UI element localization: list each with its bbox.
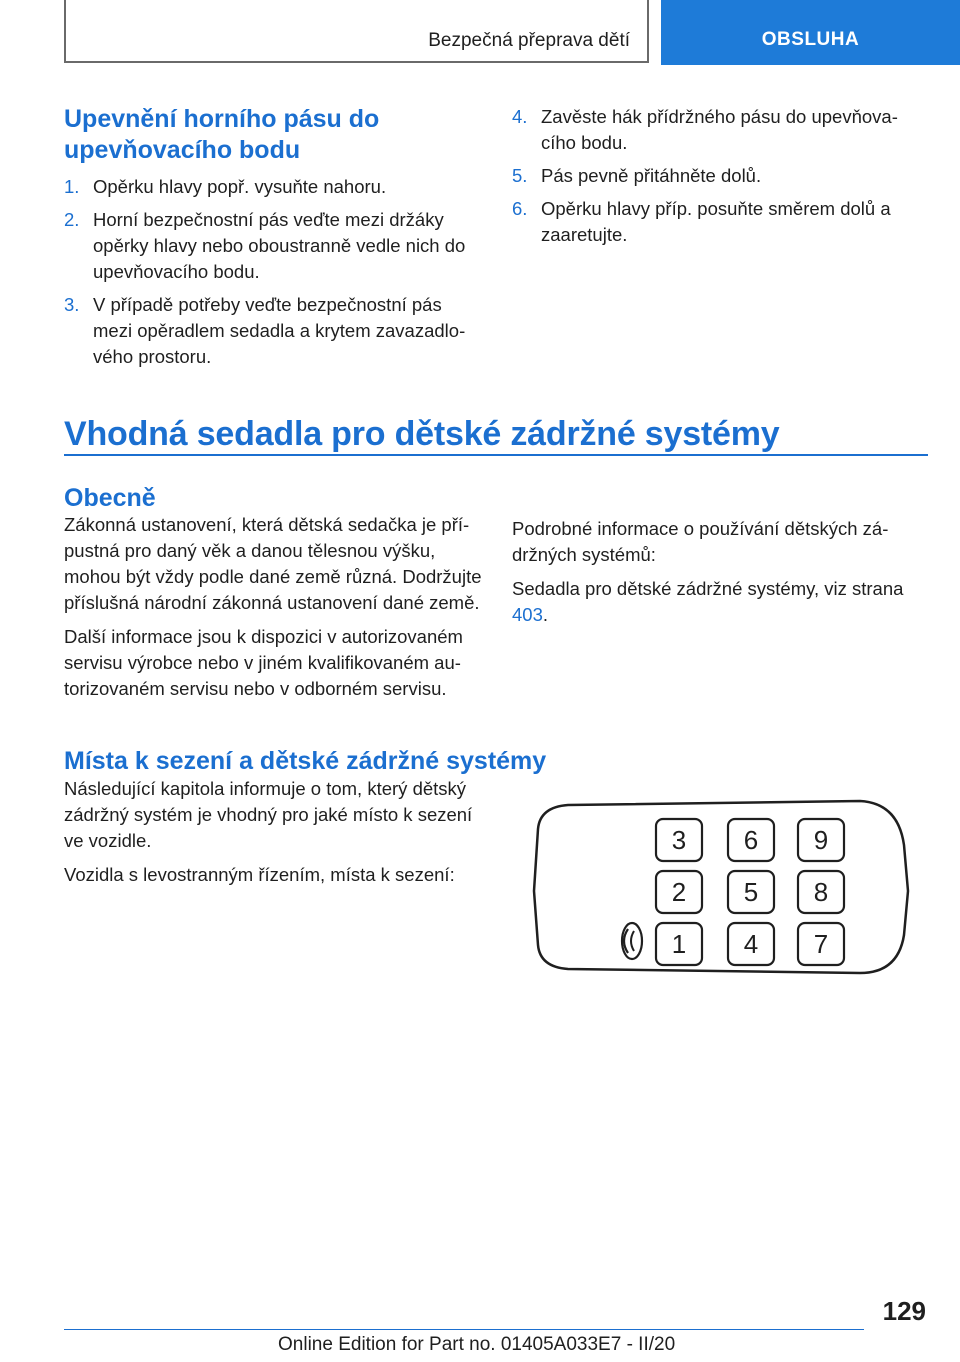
step-text: V případě potřeby veďte bezpečnostní pás mezi opěradlem sedadla a krytem zavazadlového prostoru. (93, 294, 466, 367)
step-item (512, 163, 912, 189)
step-text: Opěrku hlavy popř. vysuňte nahoru. (93, 176, 387, 197)
general-paragraph: Podrobné informace o používání dětských zádržných systémů: (512, 518, 889, 565)
general-left (64, 484, 484, 710)
step-item (64, 292, 484, 370)
seat-number: 9 (813, 825, 829, 855)
section-title: Vhodná sedadla pro dětské zádržné systémy (64, 415, 780, 453)
steps-list-right (512, 104, 912, 248)
step-text: Pás pevně přitáhněte dolů. (541, 165, 762, 186)
general-right (512, 516, 912, 636)
seat-number: 3 (671, 825, 687, 855)
step-item (64, 207, 484, 285)
general-paragraph: Zákonná ustanovení, která dětská sedačka je přípustná pro daný věk a danou tělesnou výšku, mohou být vždy podle dané země různá. Dodržujte příslušná národní zákonná ustanovení dané země. (64, 514, 482, 613)
step-number: 4. (512, 106, 528, 127)
step-number: 1. (64, 176, 80, 197)
footer-edition: Online Edition for Part no. 01405A033E7 - II/20 (278, 1334, 676, 1355)
step-text: Opěrku hlavy příp. posuňte směrem dolů a zaaretujte. (541, 198, 891, 245)
step-item (512, 104, 912, 156)
footer-rule (64, 1329, 864, 1330)
steering-wheel-icon (622, 923, 642, 959)
step-item (64, 174, 484, 200)
step-text: Zavěste hák přídržného pásu do upevňovacího bodu. (541, 106, 898, 153)
section-header (64, 414, 928, 456)
header-title: Bezpečná přeprava dětí (428, 30, 630, 51)
seat-number: 4 (743, 929, 759, 959)
seats-heading-wrap (64, 746, 584, 777)
seat-number: 5 (743, 877, 759, 907)
step-number: 2. (64, 209, 80, 230)
seat-number: 7 (813, 929, 829, 959)
seat-number: 1 (671, 929, 687, 959)
general-heading: Obecně (64, 484, 156, 512)
steps-list-left (64, 174, 484, 370)
step-item (512, 196, 912, 248)
car-outline (534, 801, 908, 973)
general-paragraph: Další informace jsou k dispozici v autorizovaném servisu výrobce nebo v jiném kvalifikovaném autorizovaném servisu nebo v odborném servisu. (64, 626, 463, 699)
crossref-end: . (542, 604, 549, 625)
page-link[interactable]: 403 (512, 604, 543, 625)
step-number: 6. (512, 198, 528, 219)
seats-paragraph: Vozidla s levostranným řízením, místa k sezení: (64, 864, 455, 885)
step-text: Horní bezpečnostní pás veďte mezi držáky opěrky hlavy nebo oboustranně vedle nich do upevňovacího bodu. (93, 209, 466, 282)
general-paragraph (512, 576, 912, 628)
upper-strap-right (512, 104, 912, 255)
section-tab[interactable]: OBSLUHA (661, 0, 960, 65)
seat-number: 2 (671, 877, 687, 907)
section-rule (64, 454, 928, 456)
step-number: 3. (64, 294, 80, 315)
seats-heading: Místa k sezení a dětské zádržné systémy (64, 747, 547, 775)
seats-paragraph: Následující kapitola informuje o tom, který dětský zádržný systém je vhodný pro jaké místo k sezení ve vozidle. (64, 778, 473, 851)
upper-strap-left (64, 104, 484, 377)
seat-number: 8 (813, 877, 829, 907)
step-number: 5. (512, 165, 528, 186)
seat-layout-diagram (520, 795, 920, 980)
upper-strap-heading: Upevnění horního pásu do upevňovacího bodu (64, 105, 380, 164)
page-number: 129 (882, 1296, 926, 1326)
seat-number: 6 (743, 825, 759, 855)
seats-text (64, 776, 484, 896)
crossref-text: Sedadla pro dětské zádržné systémy, viz strana (512, 578, 904, 599)
